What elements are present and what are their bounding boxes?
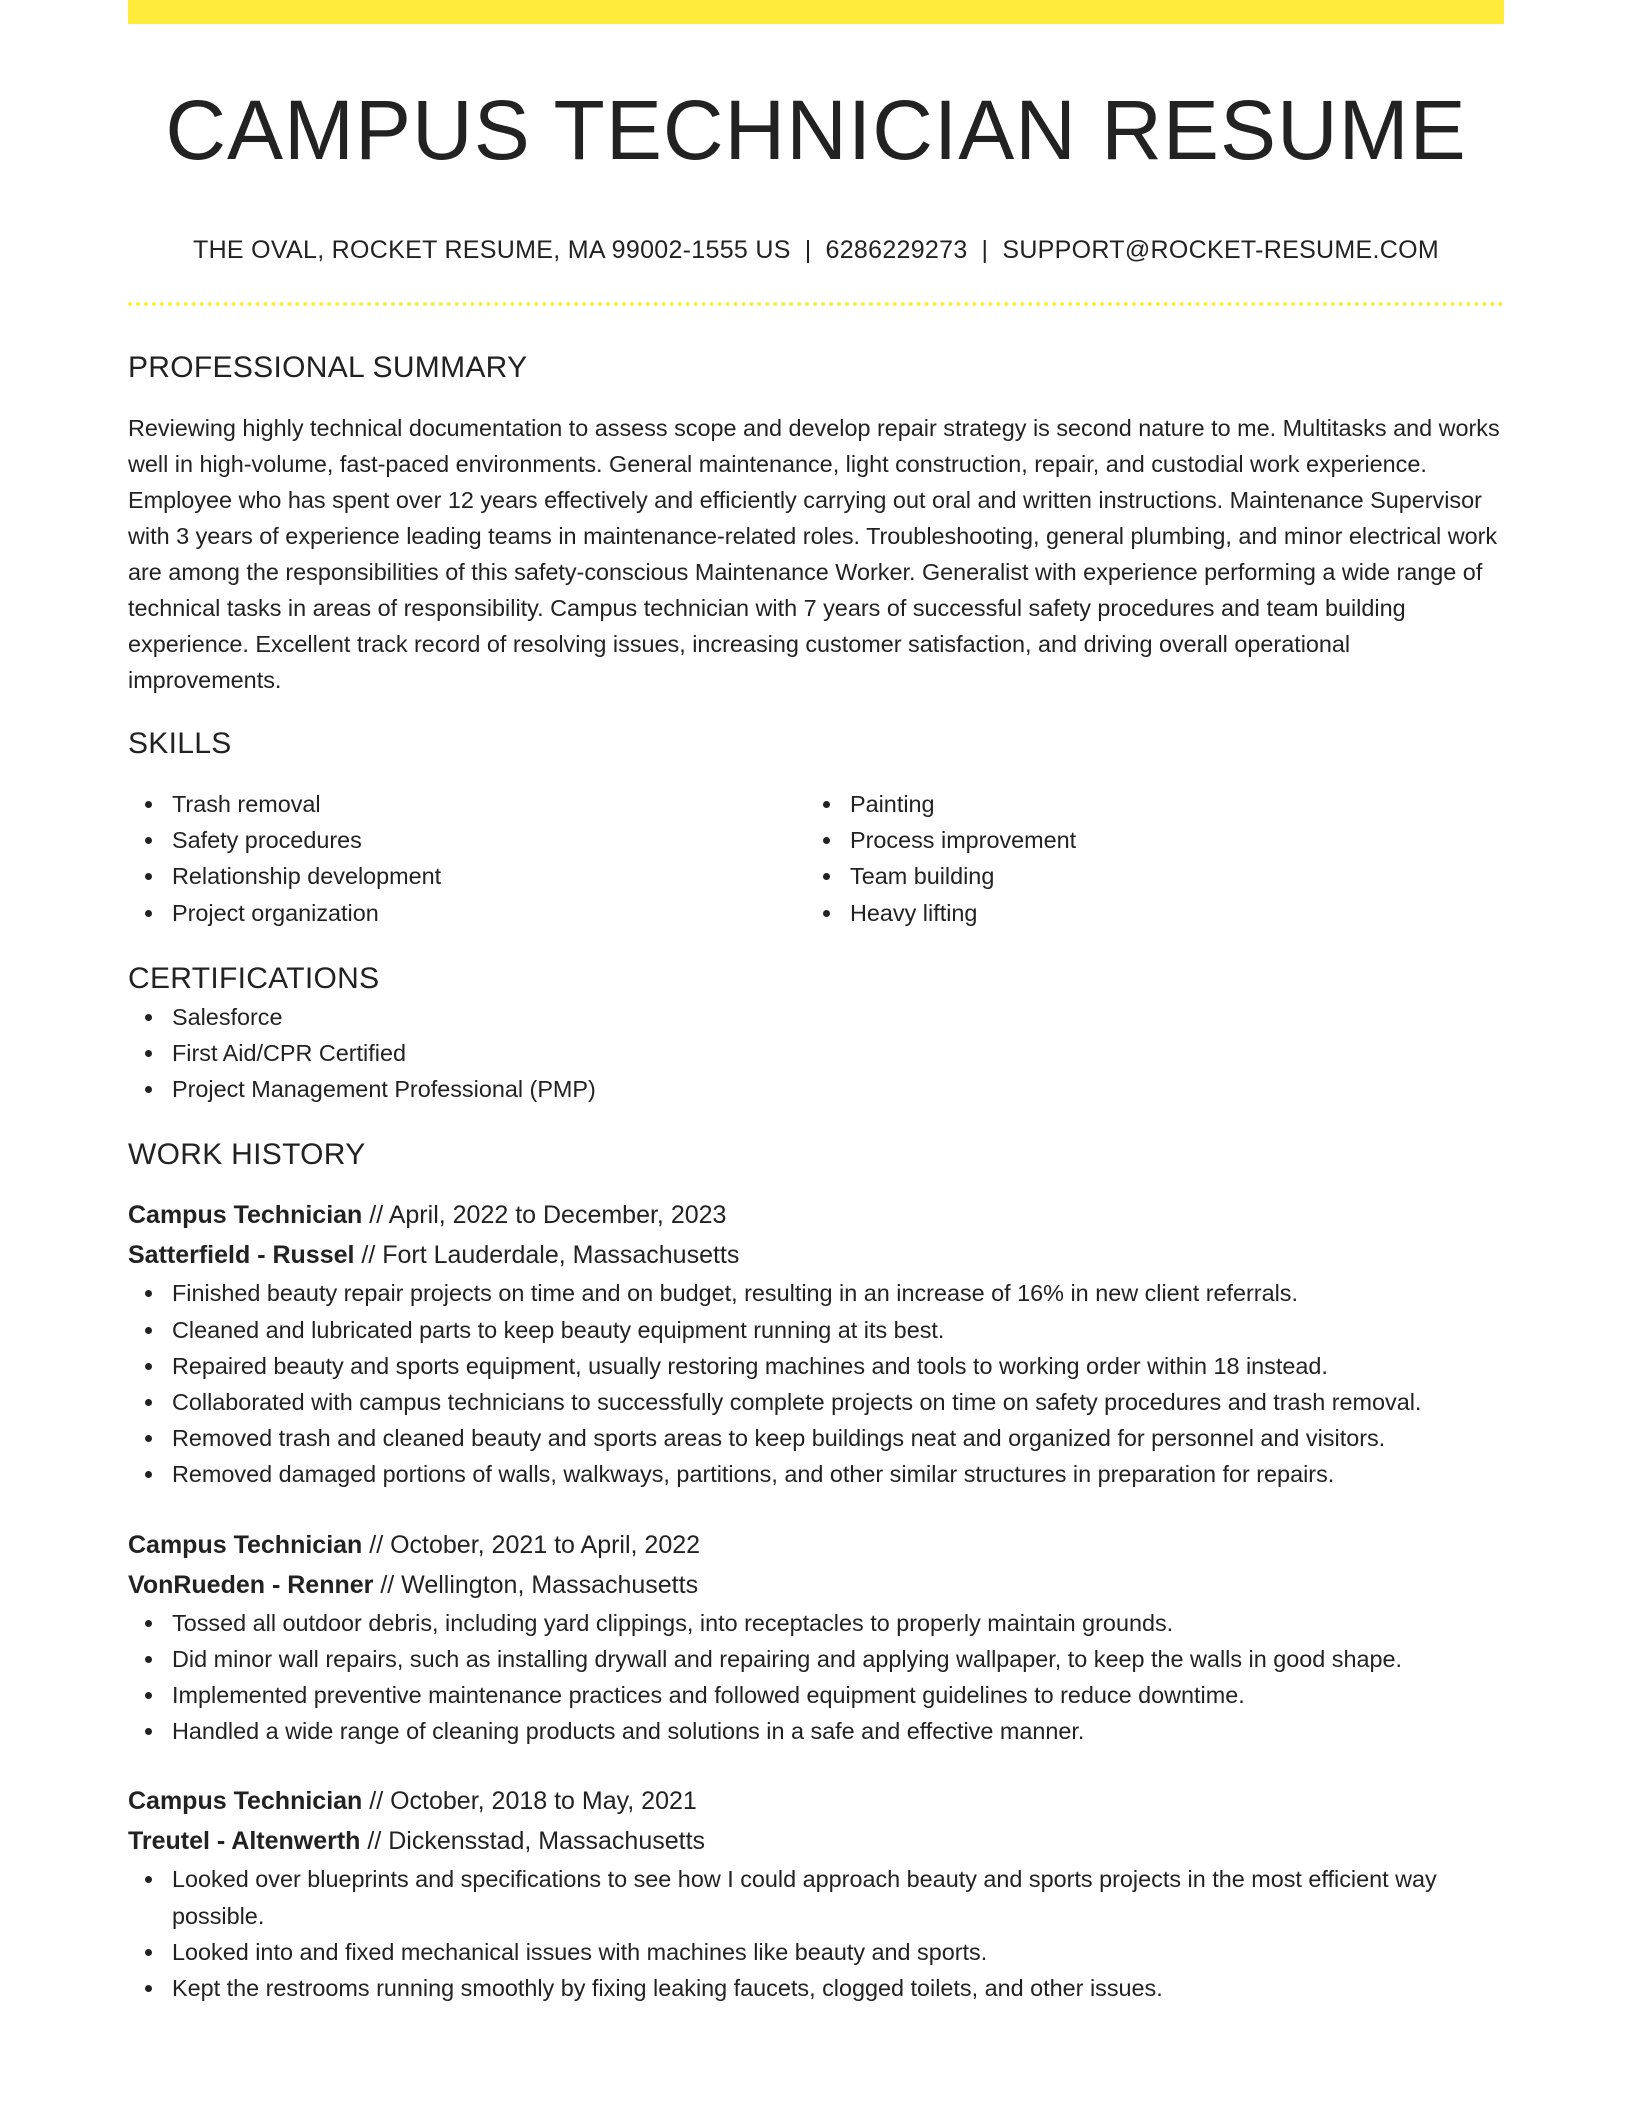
skill-item: Process improvement — [850, 822, 1484, 858]
job-duty: Tossed all outdoor debris, including yard clippings, into receptacles to properly maintain grounds. — [172, 1605, 1504, 1641]
job-company-line — [128, 1565, 1504, 1605]
job-duties-list — [128, 1605, 1504, 1750]
skill-item: Safety procedures — [172, 822, 806, 858]
certification-item: Salesforce — [172, 999, 1504, 1035]
resume-page — [128, 0, 1504, 2006]
contact-separator: | — [804, 236, 812, 264]
skills-column-right — [806, 786, 1484, 931]
job-role-line — [128, 1525, 1504, 1565]
job-dates: // October, 2018 to May, 2021 — [362, 1787, 697, 1816]
job-duty: Finished beauty repair projects on time and on budget, resulting in an increase of 16% in new client referrals. — [172, 1275, 1504, 1311]
job-company: Satterfield - Russel — [128, 1241, 355, 1270]
certifications-list — [128, 999, 1504, 1108]
skill-item: Project organization — [172, 895, 806, 931]
job-company-line — [128, 1821, 1504, 1861]
job-duty: Repaired beauty and sports equipment, usually restoring machines and tools to working order within 18 instead. — [172, 1348, 1504, 1384]
skill-item: Relationship development — [172, 858, 806, 894]
contact-phone: 6286229273 — [825, 236, 968, 264]
dotted-divider — [128, 302, 1504, 306]
skills-column-left — [128, 786, 806, 931]
certification-item: Project Management Professional (PMP) — [172, 1071, 1504, 1107]
job-duty: Cleaned and lubricated parts to keep beauty equipment running at its best. — [172, 1312, 1504, 1348]
skills-grid — [128, 786, 1504, 931]
skill-item: Painting — [850, 786, 1484, 822]
skill-item: Team building — [850, 858, 1484, 894]
certifications-heading: CERTIFICATIONS — [128, 961, 380, 995]
job-role: Campus Technician — [128, 1787, 363, 1816]
resume-title: CAMPUS TECHNICIAN RESUME — [165, 83, 1467, 177]
contact-line — [128, 232, 1504, 268]
job-duty: Looked over blueprints and specifications to see how I could approach beauty and sports projects in the most efficient way possible. — [172, 1861, 1504, 1933]
job-entry — [128, 1781, 1504, 2006]
job-duty: Removed trash and cleaned beauty and sports areas to keep buildings neat and organized for personnel and visitors. — [172, 1420, 1504, 1456]
job-entry — [128, 1195, 1504, 1492]
job-duties-list — [128, 1861, 1504, 2006]
job-duty: Collaborated with campus technicians to successfully complete projects on time on safety procedures and trash removal. — [172, 1384, 1504, 1420]
skill-item: Trash removal — [172, 786, 806, 822]
summary-heading: PROFESSIONAL SUMMARY — [128, 351, 528, 384]
job-duty: Implemented preventive maintenance practices and followed equipment guidelines to reduce downtime. — [172, 1677, 1504, 1713]
job-company: VonRueden - Renner — [128, 1570, 374, 1599]
job-company: Treutel - Altenwerth — [128, 1827, 361, 1856]
job-dates: // April, 2022 to December, 2023 — [362, 1201, 727, 1230]
job-role: Campus Technician — [128, 1201, 363, 1230]
job-duty: Handled a wide range of cleaning products and solutions in a safe and effective manner. — [172, 1713, 1504, 1749]
work-history-heading: WORK HISTORY — [128, 1138, 366, 1172]
job-duty: Kept the restrooms running smoothly by fixing leaking faucets, clogged toilets, and other issues. — [172, 1970, 1504, 2006]
job-duty: Looked into and fixed mechanical issues with machines like beauty and sports. — [172, 1934, 1504, 1970]
job-entry — [128, 1525, 1504, 1750]
job-role: Campus Technician — [128, 1530, 363, 1559]
job-location: // Fort Lauderdale, Massachusetts — [354, 1241, 740, 1270]
job-duty: Removed damaged portions of walls, walkways, partitions, and other similar structures in preparation for repairs. — [172, 1456, 1504, 1492]
job-location: // Wellington, Massachusetts — [373, 1570, 699, 1599]
certification-item: First Aid/CPR Certified — [172, 1035, 1504, 1071]
contact-separator: | — [981, 236, 989, 264]
skills-list-right — [806, 786, 1484, 931]
job-company-line — [128, 1235, 1504, 1275]
contact-address: THE OVAL, ROCKET RESUME, MA 99002-1555 US — [193, 236, 791, 264]
skill-item: Heavy lifting — [850, 895, 1484, 931]
job-location: // Dickensstad, Massachusetts — [360, 1827, 706, 1856]
skills-list-left — [128, 786, 806, 931]
job-duties-list — [128, 1275, 1504, 1492]
summary-text: Reviewing highly technical documentation to assess scope and develop repair strategy is second nature to me. Multitasks and works well in high-volume, fast-paced environments. General maintenance, light construction, repair, and custodial work experience. Employee who has spent over 12 years effectively and efficiently carrying out oral and written instructions. Maintenance Supervisor with 3 years of experience leading teams in maintenance-related roles. Troubleshooting, general plumbing, and minor electrical work are among the responsibilities of this safety-conscious Maintenance Worker. Generalist with experience performing a wide range of technical tasks in areas of responsibility. Campus technician with 7 years of successful safety procedures and team building experience. Excellent track record of resolving issues, increasing customer satisfaction, and driving overall operational improvements. — [128, 415, 1500, 693]
accent-bar — [128, 0, 1504, 24]
skills-heading: SKILLS — [128, 727, 232, 760]
contact-email: SUPPORT@ROCKET-RESUME.COM — [1002, 236, 1439, 264]
job-role-line — [128, 1781, 1504, 1821]
job-dates: // October, 2021 to April, 2022 — [362, 1530, 701, 1559]
job-role-line — [128, 1195, 1504, 1235]
job-duty: Did minor wall repairs, such as installing drywall and repairing and applying wallpaper, to keep the walls in good shape. — [172, 1641, 1504, 1677]
